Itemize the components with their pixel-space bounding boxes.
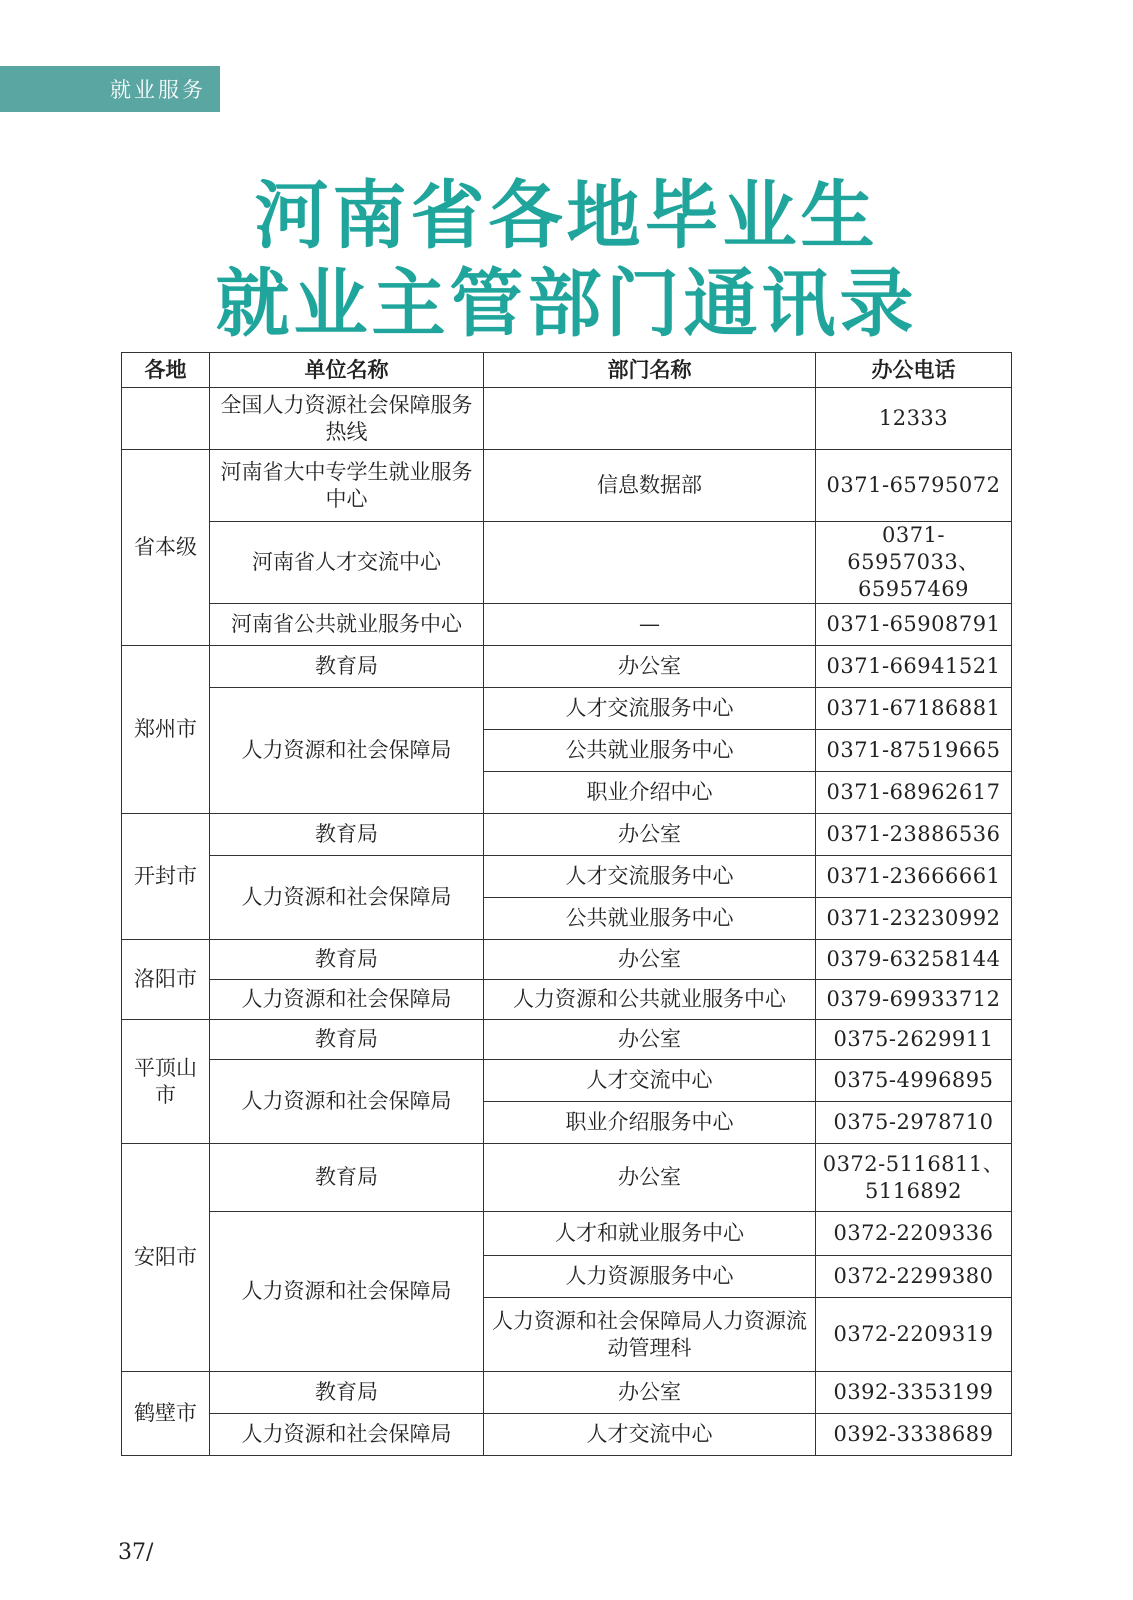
table-row: [122, 688, 1012, 730]
phone-cell: 0371-23666661: [816, 856, 1012, 898]
department-cell: 公共就业服务中心: [484, 730, 816, 772]
phone-cell: 0371-67186881: [816, 688, 1012, 730]
table-row: [122, 856, 1012, 898]
phone-cell: 0371-66941521: [816, 646, 1012, 688]
phone-cell: 0372-2209319: [816, 1298, 1012, 1372]
department-cell: 办公室: [484, 814, 816, 856]
table-row: [122, 522, 1012, 604]
department-cell: 办公室: [484, 1372, 816, 1414]
phone-cell: 0375-4996895: [816, 1060, 1012, 1102]
unit-cell: 全国人力资源社会保障服务热线: [210, 388, 484, 450]
department-cell: 办公室: [484, 1020, 816, 1060]
page-number: 37/: [118, 1540, 154, 1565]
unit-cell: 教育局: [210, 646, 484, 688]
department-cell: 办公室: [484, 940, 816, 980]
phone-cell: 0375-2629911: [816, 1020, 1012, 1060]
header-unit: 单位名称: [210, 353, 484, 388]
region-cell: 郑州市: [122, 646, 210, 814]
unit-cell: 教育局: [210, 1144, 484, 1212]
phone-cell: 0392-3353199: [816, 1372, 1012, 1414]
unit-cell: 教育局: [210, 1372, 484, 1414]
region-cell: 开封市: [122, 814, 210, 940]
department-cell: 人才交流中心: [484, 1414, 816, 1456]
department-cell: 人才和就业服务中心: [484, 1212, 816, 1256]
unit-cell: 人力资源和社会保障局: [210, 980, 484, 1020]
unit-cell: 人力资源和社会保障局: [210, 1060, 484, 1144]
department-cell: [484, 522, 816, 604]
department-cell: 人力资源服务中心: [484, 1256, 816, 1298]
phone-cell: 0375-2978710: [816, 1102, 1012, 1144]
table-row: [122, 1372, 1012, 1414]
table-row: [122, 1144, 1012, 1212]
department-cell: 人才交流服务中心: [484, 688, 816, 730]
table-row: [122, 1060, 1012, 1102]
table-row: [122, 980, 1012, 1020]
unit-cell: 人力资源和社会保障局: [210, 688, 484, 814]
page-title-line-1: 河南省各地毕业生: [254, 173, 879, 259]
unit-cell: 河南省大中专学生就业服务中心: [210, 450, 484, 522]
phone-cell: 0371-65795072: [816, 450, 1012, 522]
department-cell: 办公室: [484, 1144, 816, 1212]
table-row: [122, 1020, 1012, 1060]
phone-cell: 0371-65957033、65957469: [816, 522, 1012, 604]
phone-cell: 0379-69933712: [816, 980, 1012, 1020]
section-tab: 就业服务: [0, 66, 220, 112]
phone-cell: 0372-2299380: [816, 1256, 1012, 1298]
department-cell: 信息数据部: [484, 450, 816, 522]
phone-cell: 0371-23230992: [816, 898, 1012, 940]
phone-cell: 0371-68962617: [816, 772, 1012, 814]
table-row: [122, 1212, 1012, 1256]
phone-cell: 0379-63258144: [816, 940, 1012, 980]
region-cell: [122, 388, 210, 450]
region-cell: 省本级: [122, 450, 210, 646]
table-row: [122, 646, 1012, 688]
table-row: [122, 940, 1012, 980]
unit-cell: 人力资源和社会保障局: [210, 1212, 484, 1372]
table-header-row: [122, 353, 1012, 388]
phone-cell: 0371-65908791: [816, 604, 1012, 646]
table-row: [122, 604, 1012, 646]
table-row: [122, 388, 1012, 450]
header-region: 各地: [122, 353, 210, 388]
header-phone: 办公电话: [816, 353, 1012, 388]
region-cell: 平顶山市: [122, 1020, 210, 1144]
region-cell: 鹤壁市: [122, 1372, 210, 1456]
unit-cell: 河南省公共就业服务中心: [210, 604, 484, 646]
department-cell: 办公室: [484, 646, 816, 688]
header-department: 部门名称: [484, 353, 816, 388]
unit-cell: 河南省人才交流中心: [210, 522, 484, 604]
department-cell: 人力资源和社会保障局人力资源流动管理科: [484, 1298, 816, 1372]
phone-cell: 0371-87519665: [816, 730, 1012, 772]
phone-cell: 0392-3338689: [816, 1414, 1012, 1456]
unit-cell: 教育局: [210, 1020, 484, 1060]
phone-cell: 0371-23886536: [816, 814, 1012, 856]
region-cell: 安阳市: [122, 1144, 210, 1372]
department-cell: —: [484, 604, 816, 646]
page-title-line-2: 就业主管部门通讯录: [215, 261, 918, 347]
table-row: [122, 450, 1012, 522]
phone-cell: 12333: [816, 388, 1012, 450]
department-cell: 职业介绍中心: [484, 772, 816, 814]
department-cell: 公共就业服务中心: [484, 898, 816, 940]
department-cell: 人才交流服务中心: [484, 856, 816, 898]
table-row: [122, 1414, 1012, 1456]
table-row: [122, 814, 1012, 856]
region-cell: 洛阳市: [122, 940, 210, 1020]
page-title: [0, 172, 1133, 348]
phone-cell: 0372-2209336: [816, 1212, 1012, 1256]
unit-cell: 人力资源和社会保障局: [210, 856, 484, 940]
directory-table: [121, 352, 1012, 1456]
department-cell: 人力资源和公共就业服务中心: [484, 980, 816, 1020]
department-cell: 职业介绍服务中心: [484, 1102, 816, 1144]
unit-cell: 教育局: [210, 814, 484, 856]
unit-cell: 教育局: [210, 940, 484, 980]
department-cell: 人才交流中心: [484, 1060, 816, 1102]
phone-cell: 0372-5116811、5116892: [816, 1144, 1012, 1212]
unit-cell: 人力资源和社会保障局: [210, 1414, 484, 1456]
department-cell: [484, 388, 816, 450]
